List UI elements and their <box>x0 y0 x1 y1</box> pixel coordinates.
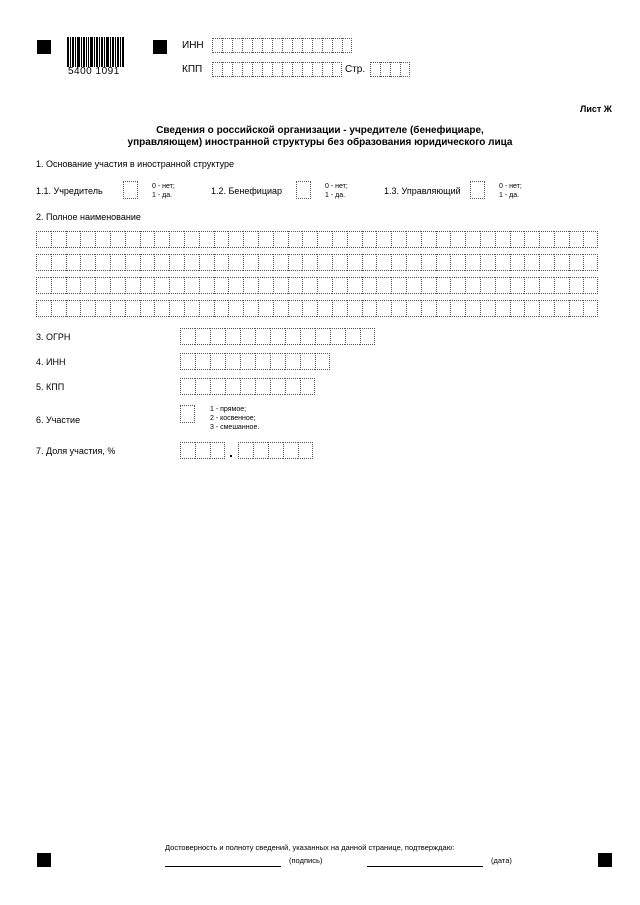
input-cell[interactable] <box>184 231 199 248</box>
input-cell[interactable] <box>110 277 125 294</box>
input-cell[interactable] <box>180 378 195 395</box>
input-cell[interactable] <box>125 300 140 317</box>
input-cell[interactable] <box>210 442 225 459</box>
share-label: 7. Доля участия, % <box>36 446 116 456</box>
input-cell[interactable] <box>180 328 195 345</box>
input-cell[interactable] <box>270 328 285 345</box>
input-cell[interactable] <box>214 300 229 317</box>
input-cell[interactable] <box>195 353 210 370</box>
input-cell[interactable] <box>258 254 273 271</box>
beneficiary-opt-yes: 1 - да. <box>325 192 346 199</box>
input-cell[interactable] <box>510 254 525 271</box>
input-cell[interactable] <box>283 442 298 459</box>
input-cell[interactable] <box>450 254 465 271</box>
input-cell[interactable] <box>169 254 184 271</box>
input-cell[interactable] <box>465 277 480 294</box>
input-cell[interactable] <box>524 231 539 248</box>
input-cell[interactable] <box>300 353 315 370</box>
input-cell[interactable] <box>225 378 240 395</box>
input-cell[interactable] <box>554 300 569 317</box>
date-line[interactable] <box>367 866 483 867</box>
input-cell[interactable] <box>465 231 480 248</box>
header-kpp-label: КПП <box>182 64 203 75</box>
input-cell[interactable] <box>436 300 451 317</box>
share-fraction-field[interactable] <box>238 442 313 459</box>
input-cell[interactable] <box>539 277 554 294</box>
input-cell[interactable] <box>347 277 362 294</box>
input-cell[interactable] <box>583 300 598 317</box>
input-cell[interactable] <box>154 300 169 317</box>
full-name-row-1[interactable] <box>36 231 598 248</box>
input-cell[interactable] <box>524 300 539 317</box>
input-cell[interactable] <box>421 231 436 248</box>
input-cell[interactable] <box>258 231 273 248</box>
corner-marker-top-center <box>153 40 167 54</box>
input-cell[interactable] <box>240 353 255 370</box>
input-cell[interactable] <box>583 277 598 294</box>
input-cell[interactable] <box>225 328 240 345</box>
date-label: (дата) <box>491 856 512 865</box>
input-cell[interactable] <box>360 328 375 345</box>
input-cell[interactable] <box>66 300 81 317</box>
input-cell[interactable] <box>228 254 243 271</box>
input-cell[interactable] <box>228 231 243 248</box>
input-cell[interactable] <box>66 277 81 294</box>
input-cell[interactable] <box>317 300 332 317</box>
input-cell[interactable] <box>180 442 195 459</box>
inn-label: 4. ИНН <box>36 357 66 367</box>
input-cell[interactable] <box>315 353 330 370</box>
corner-marker-bottom-left <box>37 853 51 867</box>
section1-label: 1. Основание участия в иностранной структуре <box>36 159 234 169</box>
input-cell[interactable] <box>140 300 155 317</box>
input-cell[interactable] <box>450 277 465 294</box>
corner-marker-top-left <box>37 40 51 54</box>
inn-field[interactable] <box>180 353 330 370</box>
sheet-label: Лист Ж <box>580 104 612 114</box>
input-cell[interactable] <box>66 254 81 271</box>
input-cell[interactable] <box>406 231 421 248</box>
input-cell[interactable] <box>285 378 300 395</box>
input-cell[interactable] <box>524 254 539 271</box>
input-cell[interactable] <box>554 254 569 271</box>
input-cell[interactable] <box>406 300 421 317</box>
input-cell[interactable] <box>480 277 495 294</box>
barcode <box>67 37 137 67</box>
input-cell[interactable] <box>480 231 495 248</box>
input-cell[interactable] <box>450 300 465 317</box>
input-cell[interactable] <box>125 254 140 271</box>
beneficiary-field[interactable] <box>296 181 311 199</box>
input-cell[interactable] <box>391 254 406 271</box>
input-cell[interactable] <box>376 300 391 317</box>
input-cell[interactable] <box>51 254 66 271</box>
input-cell[interactable] <box>199 300 214 317</box>
input-cell[interactable] <box>169 300 184 317</box>
founder-field[interactable] <box>123 181 138 199</box>
input-cell[interactable] <box>210 378 225 395</box>
input-cell[interactable] <box>495 254 510 271</box>
input-cell[interactable] <box>510 277 525 294</box>
input-cell[interactable] <box>583 231 598 248</box>
input-cell[interactable] <box>169 231 184 248</box>
input-cell[interactable] <box>273 277 288 294</box>
header-page-label: Стр. <box>345 64 366 75</box>
input-cell[interactable] <box>302 231 317 248</box>
input-cell[interactable] <box>285 353 300 370</box>
input-cell[interactable] <box>539 300 554 317</box>
participation-field[interactable] <box>180 405 195 423</box>
input-cell[interactable] <box>495 300 510 317</box>
manager-opt-yes: 1 - да. <box>499 192 520 199</box>
input-cell[interactable] <box>36 254 51 271</box>
input-cell[interactable] <box>154 277 169 294</box>
input-cell[interactable] <box>228 300 243 317</box>
input-cell[interactable] <box>273 254 288 271</box>
input-cell[interactable] <box>110 231 125 248</box>
input-cell[interactable] <box>554 231 569 248</box>
input-cell[interactable] <box>154 254 169 271</box>
share-integer-field[interactable] <box>180 442 225 459</box>
input-cell[interactable] <box>125 277 140 294</box>
input-cell[interactable] <box>465 254 480 271</box>
input-cell[interactable] <box>288 231 303 248</box>
input-cell[interactable] <box>406 254 421 271</box>
input-cell[interactable] <box>51 300 66 317</box>
input-cell[interactable] <box>480 254 495 271</box>
input-cell[interactable] <box>225 353 240 370</box>
input-cell[interactable] <box>95 277 110 294</box>
input-cell[interactable] <box>569 231 584 248</box>
input-cell[interactable] <box>140 277 155 294</box>
input-cell[interactable] <box>345 328 360 345</box>
input-cell[interactable] <box>480 300 495 317</box>
kpp-label: 5. КПП <box>36 382 65 392</box>
share-separator: . <box>229 444 233 460</box>
input-cell[interactable] <box>66 231 81 248</box>
participation-opt3: 3 - смешанное. <box>210 424 260 431</box>
input-cell[interactable] <box>362 277 377 294</box>
input-cell[interactable] <box>80 231 95 248</box>
input-cell[interactable] <box>315 328 330 345</box>
input-cell[interactable] <box>80 277 95 294</box>
beneficiary-label: 1.2. Бенефициар <box>211 186 283 196</box>
input-cell[interactable] <box>285 328 300 345</box>
input-cell[interactable] <box>180 353 195 370</box>
input-cell[interactable] <box>376 254 391 271</box>
header-inn-label: ИНН <box>182 40 204 51</box>
form-title-line2: управляющем) иностранной структуры без образования юридического лица <box>127 137 513 148</box>
signature-label: (подпись) <box>289 856 323 865</box>
input-cell[interactable] <box>302 300 317 317</box>
input-cell[interactable] <box>391 277 406 294</box>
input-cell[interactable] <box>51 231 66 248</box>
input-cell[interactable] <box>362 254 377 271</box>
input-cell[interactable] <box>583 254 598 271</box>
section2-label: 2. Полное наименование <box>36 212 141 222</box>
input-cell[interactable] <box>332 254 347 271</box>
input-cell[interactable] <box>195 378 210 395</box>
beneficiary-opt-no: 0 - нет; <box>325 183 348 190</box>
input-cell[interactable] <box>199 231 214 248</box>
input-cell[interactable] <box>258 277 273 294</box>
input-cell[interactable] <box>362 300 377 317</box>
input-cell[interactable] <box>298 442 313 459</box>
participation-label: 6. Участие <box>36 415 81 425</box>
input-cell[interactable] <box>110 254 125 271</box>
input-cell[interactable] <box>199 254 214 271</box>
input-cell[interactable] <box>421 300 436 317</box>
input-cell[interactable] <box>317 254 332 271</box>
input-cell[interactable] <box>436 231 451 248</box>
participation-opt1: 1 - прямое; <box>210 406 247 413</box>
input-cell[interactable] <box>569 254 584 271</box>
input-cell[interactable] <box>436 277 451 294</box>
input-cell[interactable] <box>376 231 391 248</box>
manager-label: 1.3. Управляющий <box>384 186 461 196</box>
full-name-row-2[interactable] <box>36 254 598 271</box>
form-title-line1: Сведения о российской организации - учредителе (бенефициаре, <box>156 125 484 136</box>
input-cell[interactable] <box>347 254 362 271</box>
input-cell[interactable] <box>125 231 140 248</box>
input-cell[interactable] <box>450 231 465 248</box>
input-cell[interactable] <box>332 300 347 317</box>
input-cell[interactable] <box>210 328 225 345</box>
input-cell[interactable] <box>300 378 315 395</box>
input-cell[interactable] <box>51 277 66 294</box>
corner-marker-bottom-right <box>598 853 612 867</box>
header-page-field[interactable] <box>370 62 410 77</box>
ogrn-field[interactable] <box>180 328 375 345</box>
input-cell[interactable] <box>255 353 270 370</box>
input-cell[interactable] <box>569 300 584 317</box>
signature-line[interactable] <box>165 866 281 867</box>
input-cell[interactable] <box>36 231 51 248</box>
input-cell[interactable] <box>214 254 229 271</box>
input-cell[interactable] <box>80 254 95 271</box>
input-cell[interactable] <box>238 442 253 459</box>
input-cell[interactable] <box>36 300 51 317</box>
input-cell[interactable] <box>268 442 283 459</box>
input-cell[interactable] <box>214 277 229 294</box>
manager-field[interactable] <box>470 181 485 199</box>
input-cell[interactable] <box>332 277 347 294</box>
kpp-field[interactable] <box>180 378 315 395</box>
input-cell[interactable] <box>391 231 406 248</box>
input-cell[interactable] <box>288 300 303 317</box>
input-cell[interactable] <box>495 277 510 294</box>
input-cell[interactable] <box>140 231 155 248</box>
full-name-row-4[interactable] <box>36 300 598 317</box>
input-cell[interactable] <box>465 300 480 317</box>
input-cell[interactable] <box>199 277 214 294</box>
input-cell[interactable] <box>288 277 303 294</box>
input-cell[interactable] <box>195 328 210 345</box>
input-cell[interactable] <box>270 353 285 370</box>
input-cell[interactable] <box>253 442 268 459</box>
founder-opt-yes: 1 - да. <box>152 192 173 199</box>
input-cell[interactable] <box>317 277 332 294</box>
input-cell[interactable] <box>302 254 317 271</box>
founder-label: 1.1. Учредитель <box>36 186 103 196</box>
input-cell[interactable] <box>243 277 258 294</box>
input-cell[interactable] <box>184 254 199 271</box>
input-cell[interactable] <box>273 300 288 317</box>
input-cell[interactable] <box>184 277 199 294</box>
input-cell[interactable] <box>302 277 317 294</box>
barcode-number: 5400 1091 <box>68 66 120 77</box>
input-cell[interactable] <box>300 328 315 345</box>
input-cell[interactable] <box>243 300 258 317</box>
input-cell[interactable] <box>154 231 169 248</box>
input-cell[interactable] <box>510 231 525 248</box>
input-cell[interactable] <box>436 254 451 271</box>
input-cell[interactable] <box>421 254 436 271</box>
input-cell[interactable] <box>554 277 569 294</box>
input-cell[interactable] <box>255 378 270 395</box>
input-cell[interactable] <box>169 277 184 294</box>
input-cell[interactable] <box>228 277 243 294</box>
footer-confirm-text: Достоверность и полноту сведений, указанных на данной странице, подтверждаю: <box>165 843 455 852</box>
input-cell[interactable] <box>362 231 377 248</box>
full-name-row-3[interactable] <box>36 277 598 294</box>
input-cell[interactable] <box>80 300 95 317</box>
input-cell[interactable] <box>330 328 345 345</box>
input-cell[interactable] <box>140 254 155 271</box>
founder-opt-no: 0 - нет; <box>152 183 175 190</box>
manager-opt-no: 0 - нет; <box>499 183 522 190</box>
input-cell[interactable] <box>569 277 584 294</box>
input-cell[interactable] <box>288 254 303 271</box>
input-cell[interactable] <box>243 254 258 271</box>
header-kpp-field[interactable] <box>212 62 342 77</box>
input-cell[interactable] <box>195 442 210 459</box>
input-cell[interactable] <box>270 378 285 395</box>
input-cell[interactable] <box>406 277 421 294</box>
input-cell[interactable] <box>347 300 362 317</box>
input-cell[interactable] <box>95 254 110 271</box>
input-cell[interactable] <box>317 231 332 248</box>
participation-opt2: 2 - косвенное; <box>210 415 256 422</box>
input-cell[interactable] <box>243 231 258 248</box>
input-cell[interactable] <box>240 328 255 345</box>
input-cell[interactable] <box>510 300 525 317</box>
header-inn-field[interactable] <box>212 38 352 53</box>
input-cell[interactable] <box>258 300 273 317</box>
input-cell[interactable] <box>495 231 510 248</box>
input-cell[interactable] <box>36 277 51 294</box>
input-cell[interactable] <box>539 231 554 248</box>
input-cell[interactable] <box>376 277 391 294</box>
input-cell[interactable] <box>95 300 110 317</box>
input-cell[interactable] <box>95 231 110 248</box>
input-cell[interactable] <box>184 300 199 317</box>
input-cell[interactable] <box>110 300 125 317</box>
input-cell[interactable] <box>391 300 406 317</box>
ogrn-label: 3. ОГРН <box>36 332 71 342</box>
input-cell[interactable] <box>210 353 225 370</box>
input-cell[interactable] <box>273 231 288 248</box>
input-cell[interactable] <box>421 277 436 294</box>
input-cell[interactable] <box>524 277 539 294</box>
input-cell[interactable] <box>214 231 229 248</box>
input-cell[interactable] <box>332 231 347 248</box>
input-cell[interactable] <box>347 231 362 248</box>
input-cell[interactable] <box>240 378 255 395</box>
input-cell[interactable] <box>539 254 554 271</box>
input-cell[interactable] <box>255 328 270 345</box>
